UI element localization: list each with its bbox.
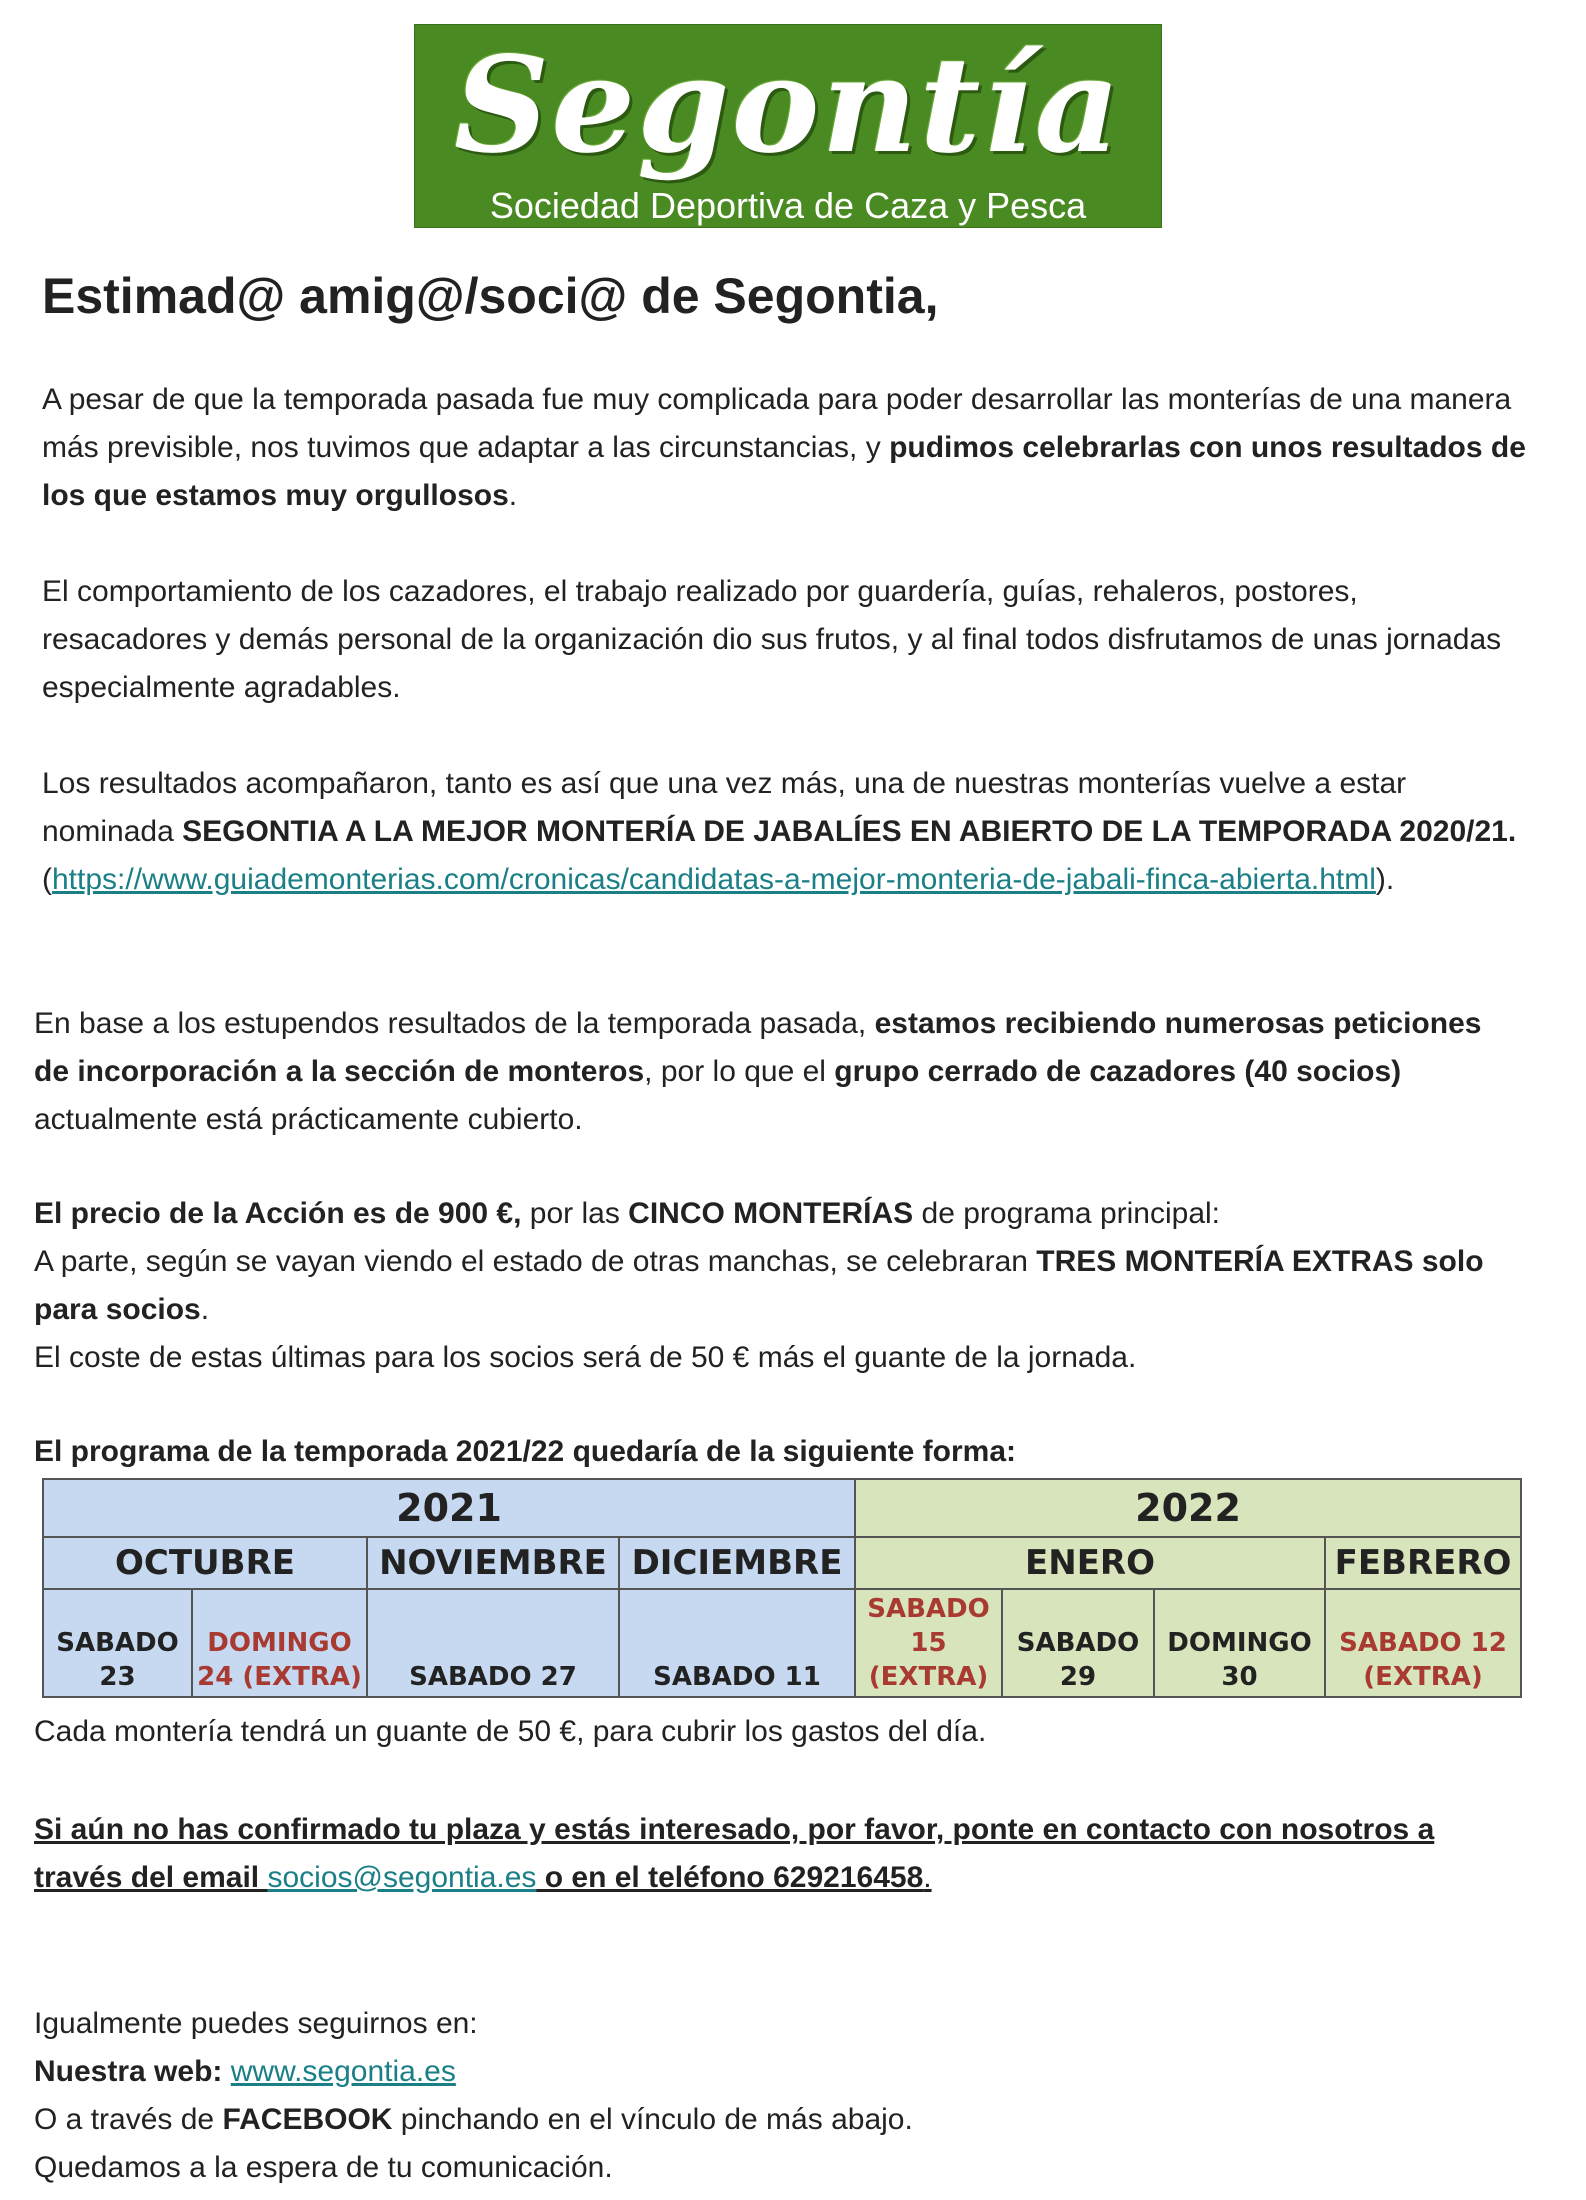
paragraph-hunters: El comportamiento de los cazadores, el trabajo realizado por guardería, guías, rehaleros, postores, resacadores y demás personal de la organización dio sus frutos, y al final todos disfrutamos de unas jornadas especialmente agradables.: [42, 575, 1502, 704]
month-cell-noviembre: NOVIEMBRE: [367, 1537, 619, 1589]
paragraph-price: [34, 1190, 1524, 1382]
p3-open: (: [42, 863, 52, 896]
p4-text2: , por lo que el: [644, 1055, 835, 1088]
footer-fb-text1: O a través de: [34, 2103, 223, 2136]
website-link[interactable]: www.segontia.es: [230, 2055, 456, 2088]
cta-phone-text: o en el teléfono 629216458: [536, 1861, 924, 1894]
paragraph-results: [42, 760, 1522, 904]
guiademonterias-link[interactable]: https://www.guiademonterias.com/cronicas/candidatas-a-mejor-monteria-de-jabali-finca-abierta.html: [52, 863, 1376, 896]
p5-bold1: El precio de la Acción es de 900 €,: [34, 1197, 522, 1230]
footer-fb-bold: FACEBOOK: [222, 2103, 393, 2136]
day-cell: SABADO 27: [367, 1589, 619, 1697]
cta-text: Si aún no has confirmado tu plaza y estás interesado, por favor, ponte en contacto con nosotros a través del email: [34, 1813, 1435, 1894]
p4-bold1: estamos recibiendo numerosas peticiones de incorporación a la sección de monteros: [34, 1007, 1482, 1088]
day-cell: SABADO 11: [619, 1589, 855, 1697]
p4-text3: actualmente está prácticamente cubierto.: [34, 1103, 583, 1136]
p1-end: .: [508, 479, 518, 512]
month-cell-diciembre: DICIEMBRE: [619, 1537, 855, 1589]
program-heading: [34, 1428, 1524, 1476]
schedule-table: [42, 1478, 1522, 1698]
day-cell: SABADO 23: [43, 1589, 192, 1697]
p5-line2-bold: TRES MONTERÍA EXTRAS solo para socios: [34, 1245, 1484, 1326]
footer-line1: Igualmente puedes seguirnos en:: [34, 2007, 478, 2040]
p4-bold2: grupo cerrado de cazadores (40 socios): [834, 1055, 1402, 1088]
logo-title: Segontía: [453, 28, 1123, 183]
cta-end: .: [923, 1861, 932, 1894]
day-row: [43, 1589, 1521, 1697]
year-cell-2022: 2022: [855, 1479, 1521, 1537]
footer-fb-text2: pinchando en el vínculo de más abajo.: [392, 2103, 913, 2136]
day-cell: DOMINGO 30: [1154, 1589, 1325, 1697]
guante-note: Cada montería tendrá un guante de 50 €, para cubrir los gastos del día.: [34, 1715, 987, 1748]
paragraph-season: [42, 376, 1542, 520]
footer-web-label: Nuestra web:: [34, 2055, 223, 2088]
day-cell: SABADO 29: [1002, 1589, 1154, 1697]
email-link[interactable]: socios@segontia.es: [267, 1861, 537, 1894]
day-cell-extra: DOMINGO 24 (EXTRA): [192, 1589, 367, 1697]
p3-close: ).: [1375, 863, 1395, 896]
paragraph-incorporation: [34, 1000, 1514, 1144]
month-cell-enero: ENERO: [855, 1537, 1325, 1589]
p5-text2: de programa principal:: [913, 1197, 1220, 1230]
greeting-heading: Estimad@ amig@/soci@ de Segontia,: [42, 268, 939, 324]
p5-bold2: CINCO MONTERÍAS: [628, 1197, 914, 1230]
p1-bold: pudimos celebrarlas con unos resultados de los que estamos muy orgullosos: [42, 431, 1526, 512]
p5-line3: El coste de estas últimas para los socios será de 50 € más el guante de la jornada.: [34, 1341, 1137, 1374]
p3-bold: SEGONTIA A LA MEJOR MONTERÍA DE JABALÍES EN ABIERTO DE LA TEMPORADA 2020/21.: [182, 815, 1517, 848]
logo-subtitle: Sociedad Deportiva de Caza y Pesca: [489, 185, 1087, 226]
program-heading-text: El programa de la temporada 2021/22 quedaría de la siguiente forma:: [34, 1435, 1017, 1468]
day-cell-extra: SABADO 12 (EXTRA): [1325, 1589, 1521, 1697]
day-cell-extra: SABADO 15 (EXTRA): [855, 1589, 1002, 1697]
month-row: [43, 1537, 1521, 1589]
year-row: [43, 1479, 1521, 1537]
p3-text: Los resultados acompañaron, tanto es así que una vez más, una de nuestras monterías vuelve a estar nominada: [42, 767, 1407, 848]
p5-text1: por las: [521, 1197, 629, 1230]
footer-closing: Quedamos a la espera de tu comunicación.: [34, 2151, 613, 2184]
p1-text: A pesar de que la temporada pasada fue muy complicada para poder desarrollar las monterías de una manera más previsible, nos tuvimos que adaptar a las circunstancias, y: [42, 383, 1512, 464]
p4-text1: En base a los estupendos resultados de la temporada pasada,: [34, 1007, 875, 1040]
month-cell-febrero: FEBRERO: [1325, 1537, 1521, 1589]
segontia-logo: [414, 24, 1162, 228]
p5-line2-text: A parte, según se vayan viendo el estado de otras manchas, se celebraran: [34, 1245, 1037, 1278]
year-cell-2021: 2021: [43, 1479, 855, 1537]
month-cell-octubre: OCTUBRE: [43, 1537, 367, 1589]
p5-line2-end: .: [200, 1293, 210, 1326]
footer-follow: [34, 2000, 1524, 2192]
contact-cta: [34, 1806, 1524, 1902]
